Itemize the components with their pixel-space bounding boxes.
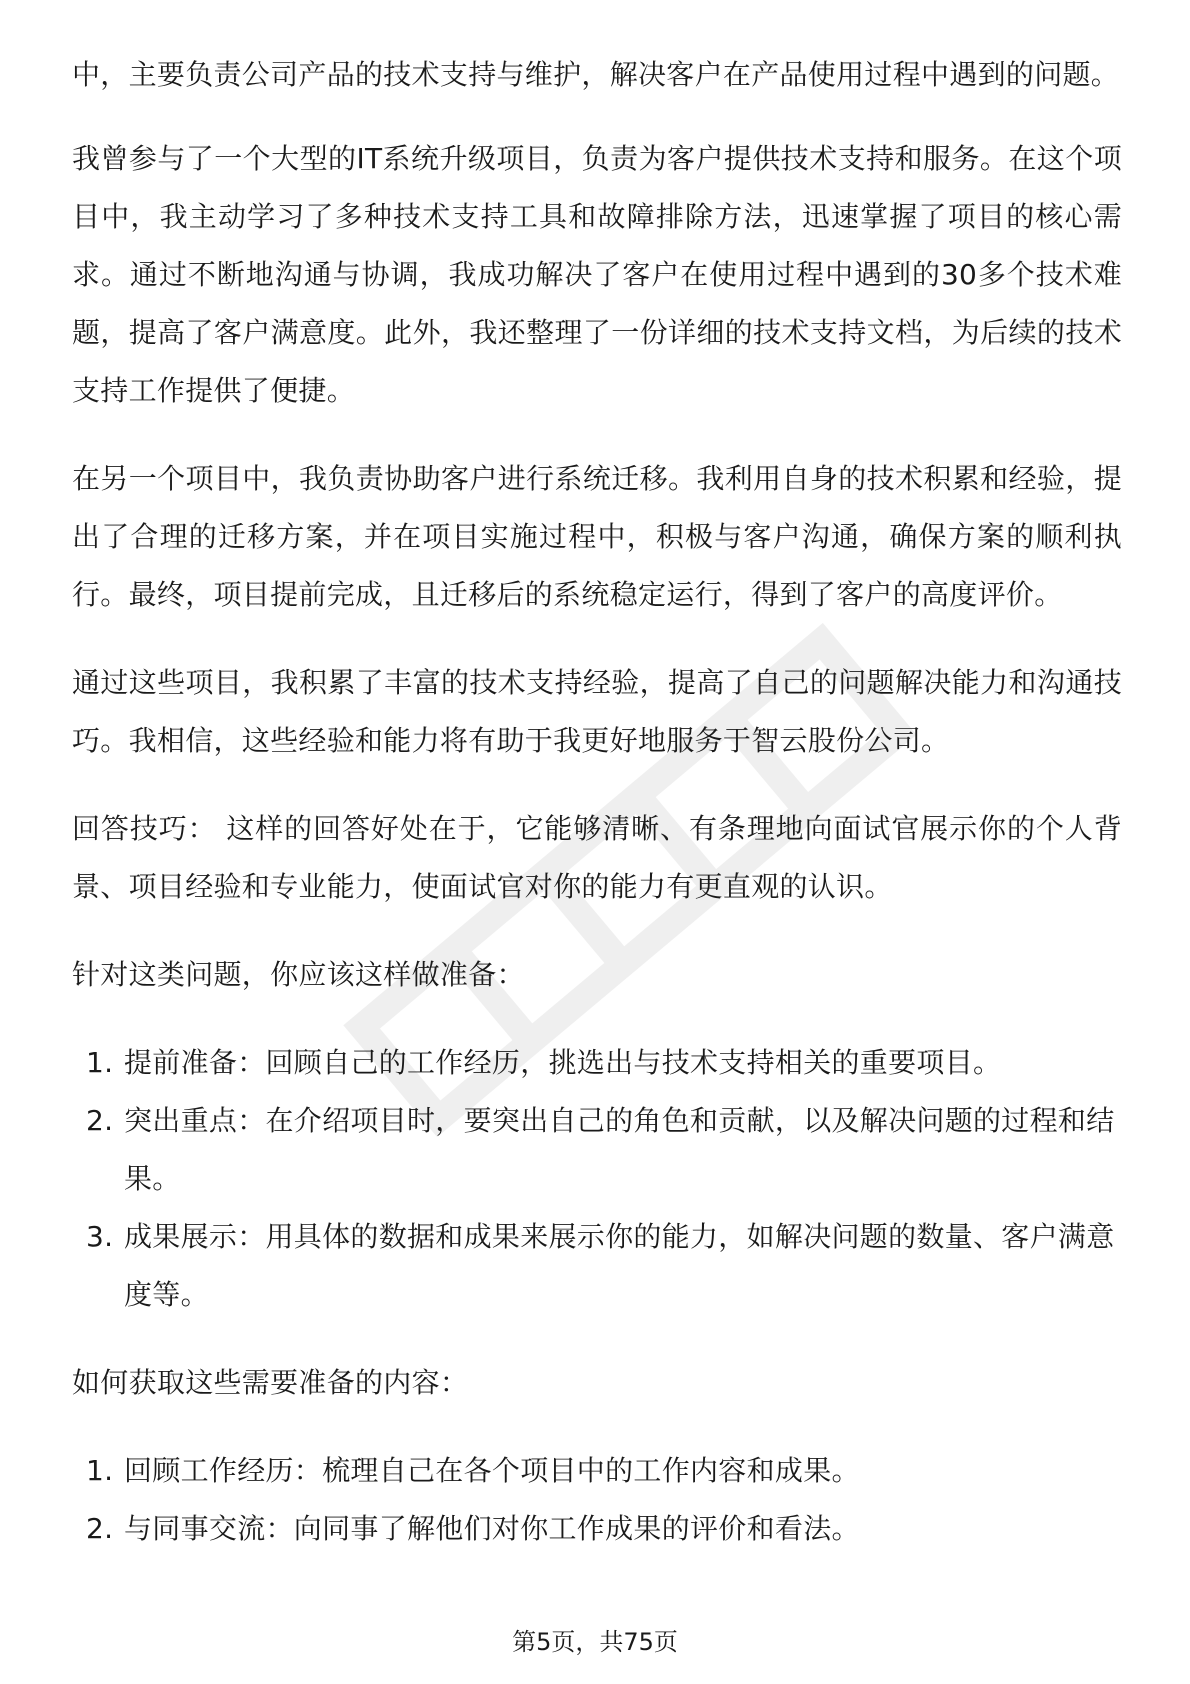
list-number: 1. bbox=[86, 1046, 114, 1079]
gather-list bbox=[72, 1442, 1122, 1558]
document-body bbox=[72, 46, 1122, 1588]
list-item bbox=[72, 1208, 1122, 1324]
list-item bbox=[72, 1034, 1122, 1092]
list-item bbox=[72, 1442, 1122, 1500]
list-number: 1. bbox=[86, 1454, 114, 1487]
prep-list bbox=[72, 1034, 1122, 1324]
paragraph-it-upgrade: 我曾参与了一个大型的IT系统升级项目，负责为客户提供技术支持和服务。在这个项目中，我主动学习了多种技术支持工具和故障排除方法，迅速掌握了项目的核心需求。通过不断地沟通与协调，我成功解决了客户在使用过程中遇到的30多个技术难题，提高了客户满意度。此外，我还整理了一份详细的技术支持文档，为后续的技术支持工作提供了便捷。 bbox=[72, 142, 1122, 407]
list-text: 提前准备：回顾自己的工作经历，挑选出与技术支持相关的重要项目。 bbox=[124, 1046, 1002, 1079]
list-text: 与同事交流：向同事了解他们对你工作成果的评价和看法。 bbox=[124, 1512, 860, 1545]
list-number: 2. bbox=[86, 1104, 114, 1137]
list-text: 回顾工作经历：梳理自己在各个项目中的工作内容和成果。 bbox=[124, 1454, 860, 1487]
list-text: 突出重点：在介绍项目时，要突出自己的角色和贡献，以及解决问题的过程和结果。 bbox=[124, 1104, 1115, 1195]
paragraph-prep-heading: 针对这类问题，你应该这样做准备： bbox=[72, 958, 525, 991]
paragraph-intro: 中，主要负责公司产品的技术支持与维护，解决客户在产品使用过程中遇到的问题。 bbox=[72, 58, 1120, 91]
paragraph-answer-tip: 回答技巧： 这样的回答好处在于，它能够清晰、有条理地向面试官展示你的个人背景、项目经验和专业能力，使面试官对你的能力有更直观的认识。 bbox=[72, 812, 1122, 903]
list-number: 2. bbox=[86, 1512, 114, 1545]
paragraph-how-to-heading: 如何获取这些需要准备的内容： bbox=[72, 1366, 469, 1399]
list-item bbox=[72, 1092, 1122, 1208]
list-text: 成果展示：用具体的数据和成果来展示你的能力，如解决问题的数量、客户满意度等。 bbox=[124, 1220, 1115, 1311]
paragraph-summary: 通过这些项目，我积累了丰富的技术支持经验，提高了自己的问题解决能力和沟通技巧。我相信，这些经验和能力将有助于我更好地服务于智云股份公司。 bbox=[72, 666, 1122, 757]
page-footer: 第5页，共75页 bbox=[512, 1628, 678, 1656]
list-item bbox=[72, 1500, 1122, 1558]
list-number: 3. bbox=[86, 1220, 114, 1253]
paragraph-migration: 在另一个项目中，我负责协助客户进行系统迁移。我利用自身的技术积累和经验，提出了合理的迁移方案，并在项目实施过程中，积极与客户沟通，确保方案的顺利执行。最终，项目提前完成，且迁移后的系统稳定运行，得到了客户的高度评价。 bbox=[72, 462, 1122, 611]
